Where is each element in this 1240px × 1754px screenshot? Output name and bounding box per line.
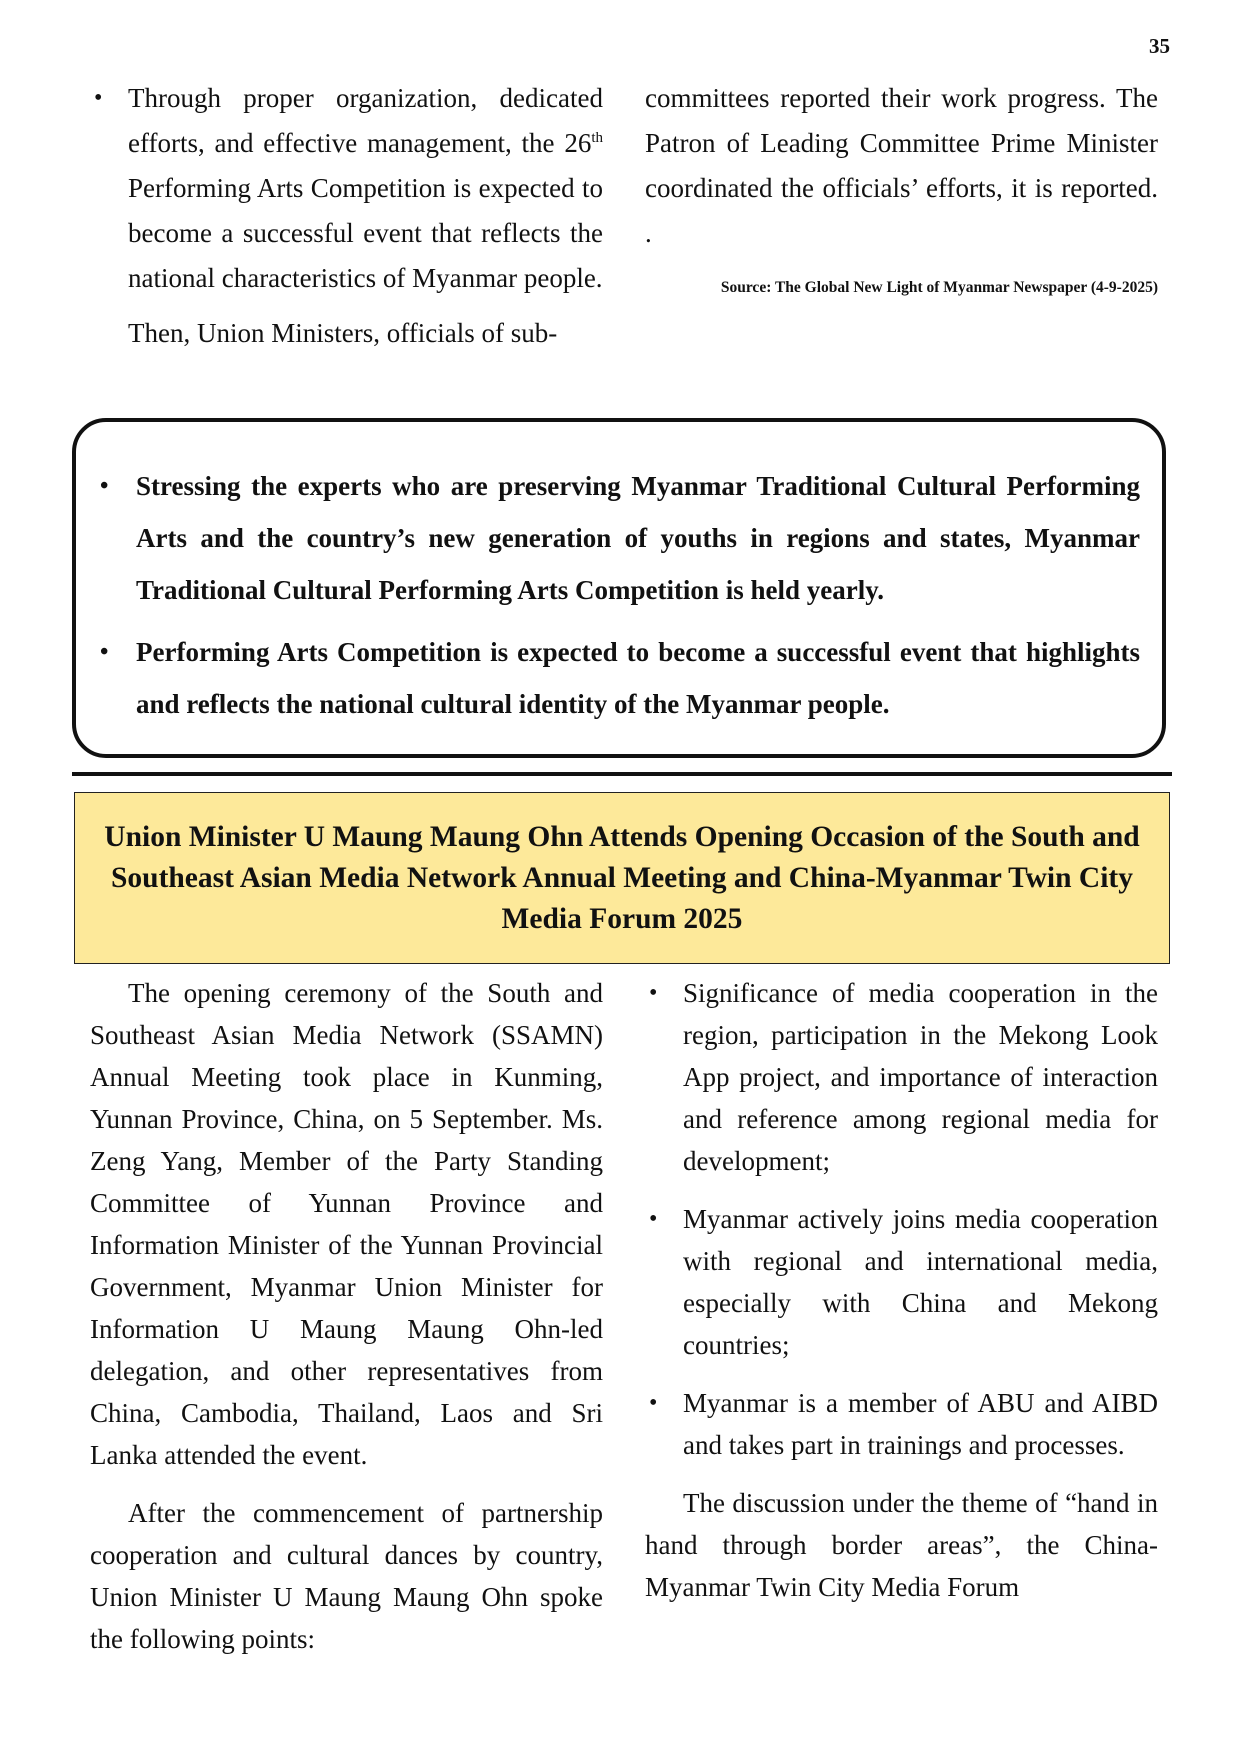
top-right-column — [645, 76, 1158, 298]
bullet-dot: • — [100, 639, 109, 665]
article-headline — [74, 792, 1170, 964]
bullet-dot: • — [649, 1390, 658, 1416]
highlight-box — [72, 418, 1166, 758]
bullet-dot: • — [94, 85, 103, 111]
paragraph: The discussion under the theme of “hand in hand through border areas”, the China-Myanmar Twin City Media Forum — [645, 1488, 1158, 1602]
highlight-item — [98, 626, 1140, 730]
paragraph: committees reported their work progress. The Patron of Leading Committee Prime Minister coordinated the officials’ efforts, it is reported. . — [645, 83, 1158, 248]
bullet-item — [645, 1198, 1158, 1366]
bullet-text: Myanmar is a member of ABU and AIBD and takes part in trainings and processes. — [683, 1388, 1158, 1460]
paragraph: After the commencement of partnership cooperation and cultural dances by country, Union Minister U Maung Maung Ohn spoke the following points: — [90, 1498, 603, 1654]
bullet-item — [90, 76, 603, 301]
paragraph: The opening ceremony of the South and Southeast Asian Media Network (SSAMN) Annual Meeting took place in Kunming, Yunnan Province, China, on 5 September. Ms. Zeng Yang, Member of the Party Standing Committee of Yunnan Province and Information Minister of the Yunnan Provincial Government, Myanmar Union Minister for Information U Maung Maung Ohn-led delegation, and other representatives from China, Cambodia, Thailand, Laos and Sri Lanka attended the event. — [90, 978, 603, 1470]
bullet-text-end: Performing Arts Competition is expected to become a successful event that reflects the national characteristics of Myanmar people. — [128, 173, 603, 293]
highlight-item — [98, 460, 1140, 616]
bullet-text: Myanmar actively joins media cooperation with regional and international media, especially with China and Mekong countries; — [683, 1204, 1158, 1360]
ordinal-suffix: th — [591, 130, 603, 146]
source-citation: Source: The Global New Light of Myanmar Newspaper (4-9-2025) — [720, 279, 1158, 296]
top-left-column — [90, 76, 603, 356]
bottom-left-column — [90, 972, 603, 1660]
bullet-dot: • — [100, 473, 109, 499]
highlight-text: Stressing the experts who are preserving Myanmar Traditional Cultural Performing Arts and the country’s new generation of youths in regions and states, Myanmar Traditional Cultural Performing Arts Competition is held yearly. — [136, 471, 1140, 605]
paragraph: Then, Union Ministers, officials of sub- — [128, 318, 558, 348]
bullet-dot: • — [649, 1206, 658, 1232]
bullet-text: Significance of media cooperation in the region, participation in the Mekong Look App project, and importance of interaction and reference among regional media for development; — [683, 978, 1158, 1176]
bullet-item — [645, 1382, 1158, 1466]
page-number: 35 — [1149, 34, 1170, 58]
highlight-text: Performing Arts Competition is expected to become a successful event that highlights and reflects the national cultural identity of the Myanmar people. — [136, 637, 1140, 719]
bullet-dot: • — [649, 980, 658, 1006]
bullet-text-start: Through proper organization, dedicated efforts, and effective management, the 26 — [128, 83, 603, 158]
bullet-item — [645, 972, 1158, 1182]
section-divider — [72, 772, 1172, 776]
headline-text: Union Minister U Maung Maung Ohn Attends Opening Occasion of the South and Southeast Asian Media Network Annual Meeting and China-Myanmar Twin City Media Forum 2025 — [104, 820, 1140, 935]
bottom-right-column — [645, 972, 1158, 1608]
